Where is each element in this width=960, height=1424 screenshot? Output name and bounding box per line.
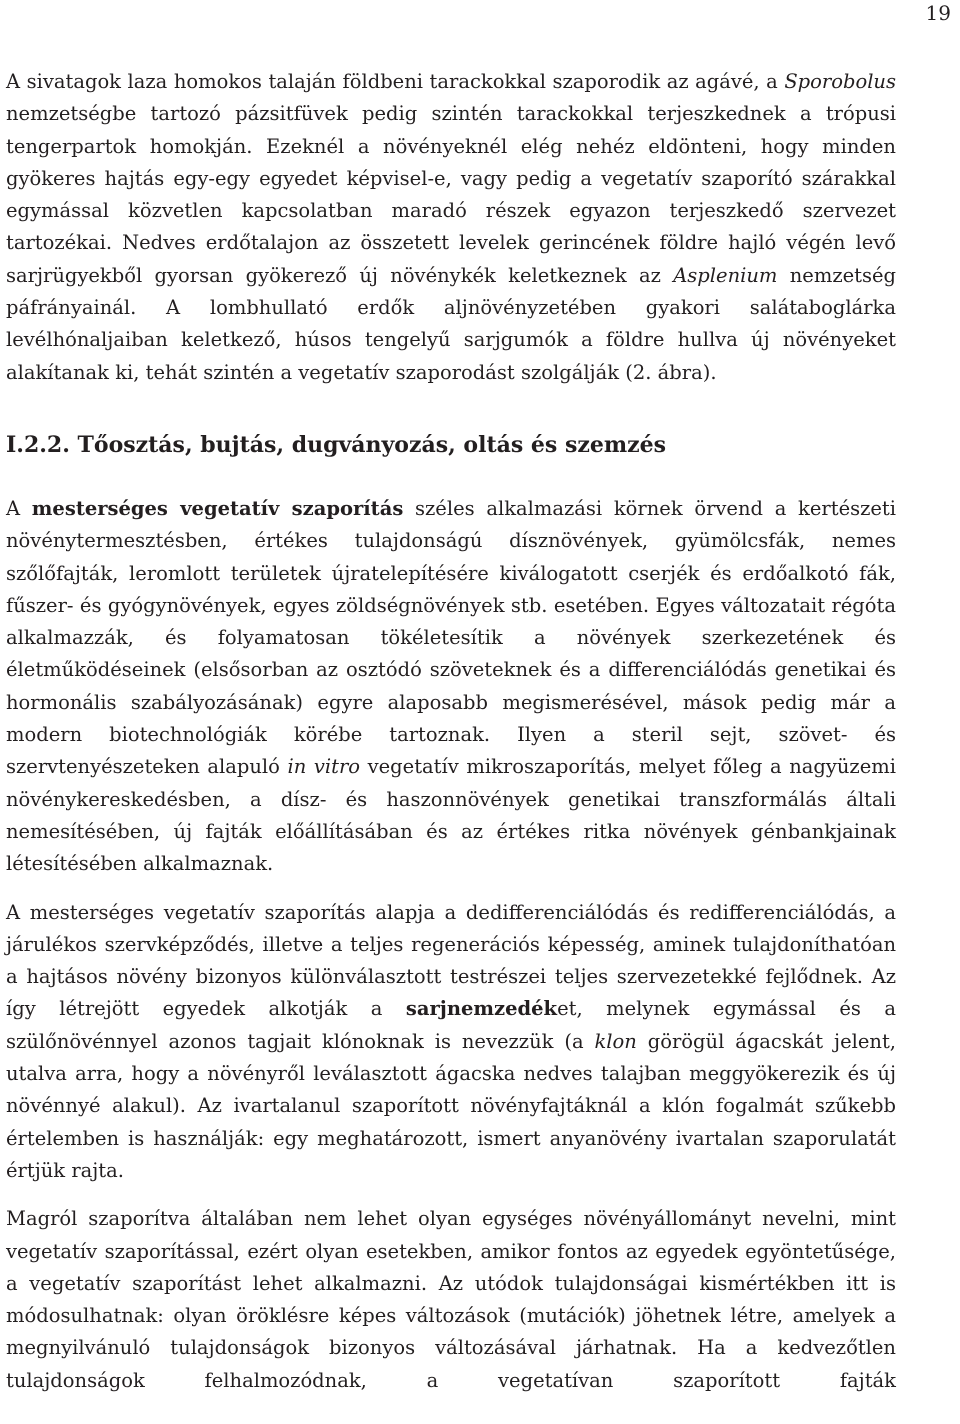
spacer (6, 881, 896, 897)
paragraph-2-text-b: széles alkalmazási körnek örvend a kertészeti növénytermesztésben, értékes tulajdonságú dísznövények, gyümölcsfák, nemes szőlőfajták, leromlott területek újratelepítésére kiválogatott cserjék és erdőalkotó fák, fűszer- és gyógynövények, egyes zöldségnövények stb. esetében. Egyes változatait régóta alkalmazzák, és folyamatosan tökéletesítik a növények szerkezetének és életműködéseinek (elsősorban az osztódó szöveteknek és a differenciálódás genetikai és hormonális szabályozásának) egyre alaposabb megismerésével, mások pedig már a modern biotechnológiák körébe tartoznak. Ilyen a steril sejt, szövet- és szervtenyészeteken alapuló (6, 496, 897, 779)
paragraph-3-text-a: A mesterséges vegetatív szaporítás alapja a dedifferenciálódás és redifferenciálódás, a járulékos szervképződés, illetve a teljes regenerációs képesség, aminek tulajdoníthatóan a hajtásos növény bizonyos különválasztott testrészei teljes szervezetekké fejlődnek. Az így létrejött egyedek alkotják a (6, 900, 896, 1021)
section-heading: I.2.2. Tőosztás, bujtás, dugványozás, oltás és szemzés (6, 431, 666, 458)
spacer (6, 1187, 896, 1203)
spacer (6, 389, 896, 429)
paragraph-1-text-b: nemzetségbe tartozó pázsitfüvek pedig szintén tarackokkal terjeszkednek a trópusi tengerpartok homokján. Ezeknél a növényeknél elég nehéz eldönteni, hogy minden gyökeres hajtás egy-egy egyedet képvisel-e, vagy pedig a vegetatív szaporító szárakkal egymással közvetlen kapcsolatban maradó részek egyazon terjeszkedő szervezet tartozékai. Nedves erdőtalajon az összetett levelek gerincének földre hajló végén levő sarjrügyekből gyorsan gyökerező új növénykék keletkeznek az (6, 102, 896, 287)
paragraph-3 (6, 897, 896, 1188)
paragraph-1-text-c: nemzetség páfrányainál. A lombhullató erdők aljnövényzetében gyakori salátaboglárka levélhónaljaiban keletkező, húsos tengelyű sarjgumók a földre hullva új növényeket alakítanak ki, tehát szintén a vegetatív szaporodást szolgálják (2. ábra). (6, 263, 897, 384)
paragraph-4-text: Magról szaporítva általában nem lehet olyan egységes növényállományt nevelni, mint vegetatív szaporítással, ezért olyan esetekben, amikor fontos az egyedek egyöntetűsége, a vegetatív szaporítást lehet alkalmazni. Az utódok tulajdonságai kismértékben itt is módosulhatnak: olyan öröklésre képes változások (mutációk) jöhetnek létre, amelyek a megnyilvánuló tulajdonságok bizonyos változásával járhatnak. Ha a kedvezőtlen tulajdonságok felhalmozódnak, a vegetatívan szaporított fajták (6, 1207, 896, 1392)
paragraph-3-text-c: görögül ágacskát jelent, utalva arra, hogy a növényről leválasztott ágacska nedves talajban meggyökerezik és új növénnyé alakul). Az ivartalanul szaporított növényfajtáknál a klón fogalmát szűkebb értelemben is használják: egy meghatározott, ismert anyanövény ivartalan szaporulatát értjük rajta. (6, 1029, 896, 1182)
page-number: 19 (925, 1, 951, 25)
paragraph-1 (6, 66, 896, 389)
paragraph-2-bold-term: mesterséges vegetatív szaporítás (31, 496, 404, 520)
paragraph-2-text-c: vegetatív mikroszaporítás, melyet főleg a nagyüzemi növénykereskedésben, a dísz- és haszonnövények genetikai transzformálás általi nemesítésében, új fajták előállításában és az értékes ritka növények génbankjainak létesítésében alkalmaznak. (6, 755, 896, 876)
spacer (6, 461, 896, 493)
paragraph-2-text-a: A (6, 496, 32, 520)
paragraph-2-italic-in-vitro: in vitro (287, 755, 361, 779)
paragraph-4 (6, 1203, 896, 1397)
paragraph-3-bold-term: sarjnemzedék (405, 997, 558, 1021)
paragraph-3-italic-klon: klon (594, 1029, 637, 1053)
paragraph-3-text-b: et, melynek egymással és a szülőnövénnyel azonos tagjait klónoknak is nevezzük (a (6, 997, 896, 1053)
paragraph-1-italic-sporobolus: Sporobolus (784, 70, 896, 93)
paragraph-2 (6, 493, 896, 881)
paragraph-1-italic-asplenium: Asplenium (673, 263, 778, 287)
page-content (6, 66, 896, 1397)
paragraph-1-text-a: A sivatagok laza homokos talaján földbeni tarackokkal szaporodik az agávé, a (6, 70, 785, 93)
